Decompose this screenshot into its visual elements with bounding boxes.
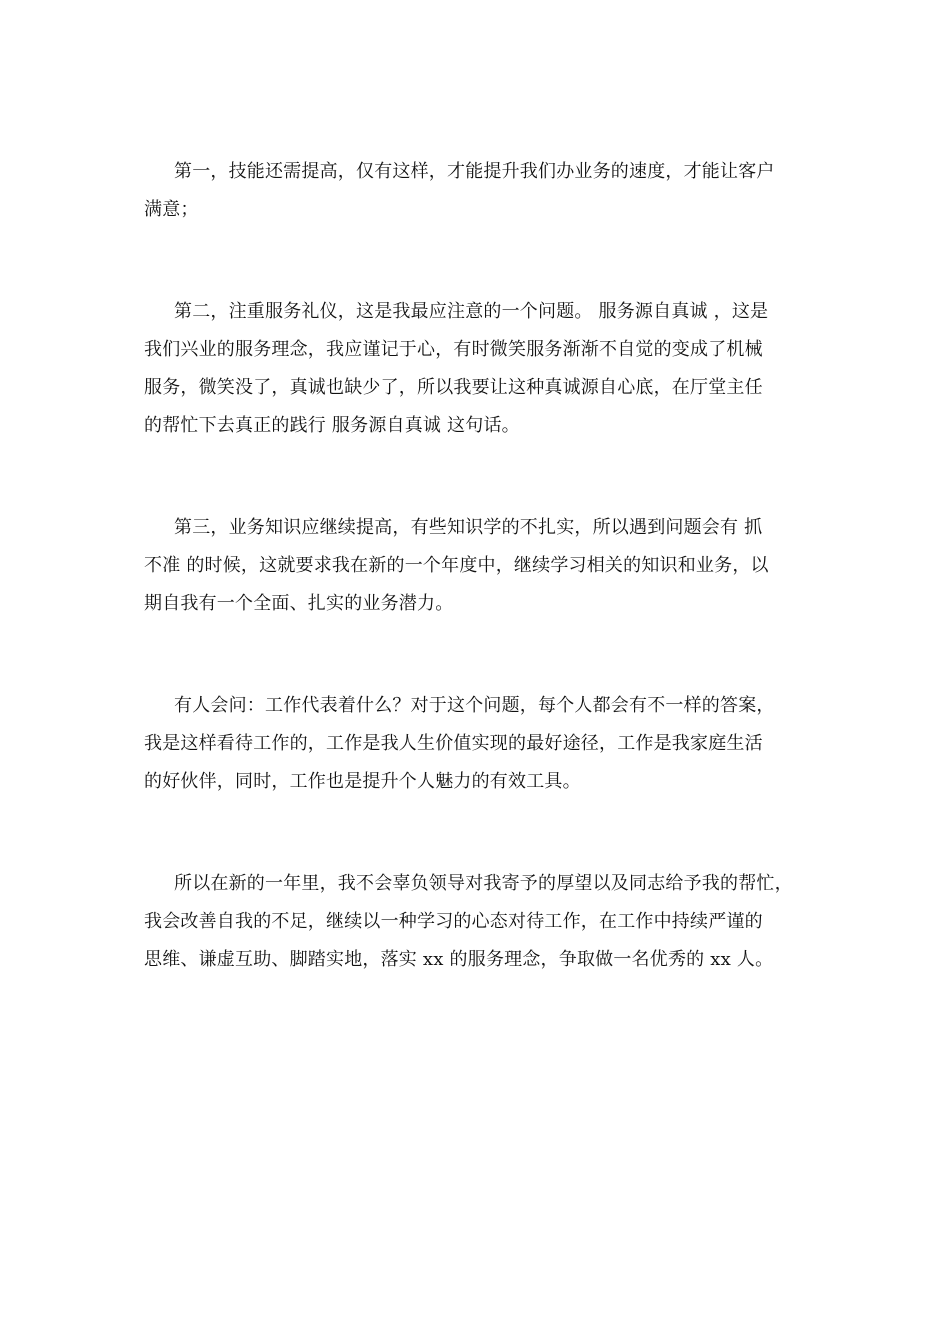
paragraph-line: 的帮忙下去真正的践行 服务源自真诚 这句话。	[144, 415, 520, 436]
paragraph-line: 第二，注重服务礼仪，这是我最应注意的一个问题。 服务源自真诚 ，这是	[174, 301, 769, 322]
paragraph-line: 第一，技能还需提高，仅有这样，才能提升我们办业务的速度，才能让客户	[174, 161, 775, 182]
paragraph-line: 我们兴业的服务理念，我应谨记于心，有时微笑服务渐渐不自觉的变成了机械	[144, 339, 763, 360]
paragraph-line: 所以在新的一年里，我不会辜负领导对我寄予的厚望以及同志给予我的帮忙，	[174, 873, 793, 894]
paragraph-line: 的好伙伴，同时，工作也是提升个人魅力的有效工具。	[144, 771, 581, 792]
paragraph-line: 服务，微笑没了，真诚也缺少了，所以我要让这种真诚源自心底，在厅堂主任	[144, 377, 763, 398]
paragraph-line: 第三，业务知识应继续提高，有些知识学的不扎实，所以遇到问题会有 抓	[174, 517, 763, 538]
paragraph-line: 我会改善自我的不足，继续以一种学习的心态对待工作，在工作中持续严谨的	[144, 911, 763, 932]
paragraph-line: 思维、谦虚互助、脚踏实地，落实 xx 的服务理念，争取做一名优秀的 xx 人。	[144, 949, 774, 970]
paragraph-line: 满意；	[144, 199, 199, 220]
paragraph-line: 我是这样看待工作的，工作是我人生价值实现的最好途径，工作是我家庭生活	[144, 733, 763, 754]
paragraph-line: 期自我有一个全面、扎实的业务潜力。	[144, 593, 454, 614]
paragraph-line: 不准 的时候，这就要求我在新的一个年度中，继续学习相关的知识和业务，以	[144, 555, 769, 576]
paragraph-line: 有人会问：工作代表着什么？对于这个问题，每个人都会有不一样的答案，	[174, 695, 775, 716]
